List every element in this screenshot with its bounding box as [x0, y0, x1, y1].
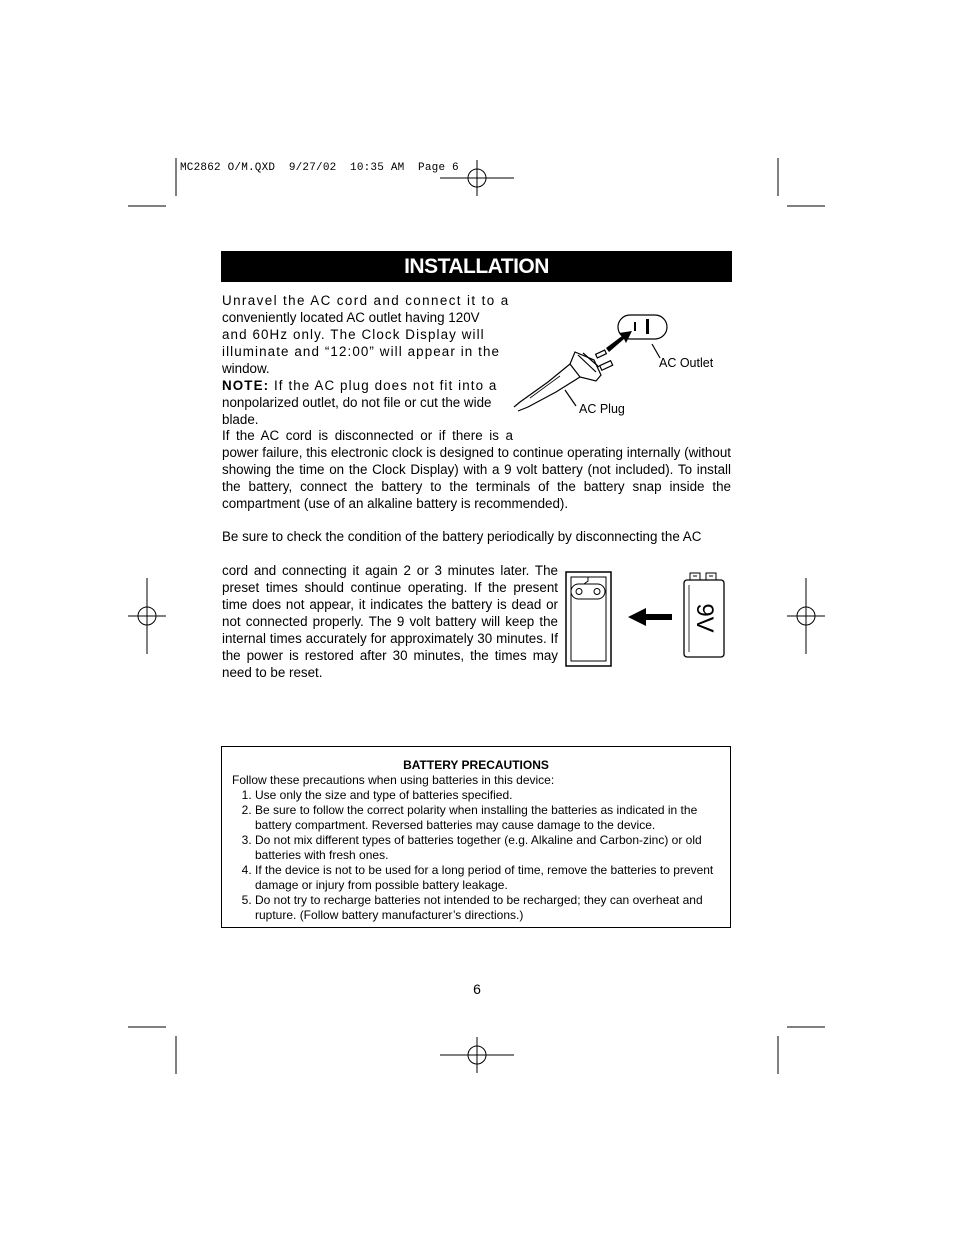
- battery-check-line-1: Be sure to check the condition of the battery periodically by disconnecting the AC: [222, 529, 702, 544]
- intro-line-3: and 60Hz only. The Clock Display will: [222, 327, 485, 342]
- ac-plug-illustration: [514, 315, 667, 411]
- intro-line-4: illuminate and “12:00” will appear in the: [222, 344, 501, 359]
- note-text-1: If the AC plug does not fit into a: [269, 378, 498, 393]
- battery-precautions-box: [221, 746, 731, 928]
- battery-check-paragraph: cord and connecting it again 2 or 3 minutes later. The preset times should continue operating. If the present time does not appear, it indicates the battery is dead or not connected properly. The 9 volt battery will keep the internal times accurately for approximately 30 minutes. If the power is restored after 30 minutes, the times may need to be reset.: [222, 563, 558, 680]
- precautions-title: BATTERY PRECAUTIONS: [403, 758, 549, 772]
- ac-plug-label: AC Plug: [579, 402, 625, 416]
- registration-mark-left: [128, 578, 166, 654]
- print-slug: MC2862 O/M.QXD 9/27/02 10:35 AM Page 6: [180, 162, 459, 174]
- note-line-1: [222, 377, 513, 394]
- intro-paragraph: [222, 292, 513, 428]
- note-line-2: nonpolarized outlet, do not file or cut the wide: [222, 395, 492, 410]
- power-failure-line-1: If the AC cord is disconnected or if there is a: [222, 428, 513, 443]
- note-line-3: blade.: [222, 412, 259, 427]
- intro-line-1: Unravel the AC cord and connect it to a: [222, 293, 510, 308]
- precaution-item: 2. Be sure to follow the correct polarity when installing the batteries as indicated in the battery compartment. Reversed batteries may cause damage to the device.: [255, 803, 722, 833]
- precaution-item: 1. Use only the size and type of batteries specified.: [255, 788, 722, 803]
- precautions-body: [232, 773, 722, 923]
- page-number: 6: [473, 981, 481, 997]
- precautions-list: [232, 788, 722, 923]
- battery-9v-label: 9V: [691, 603, 718, 633]
- precautions-intro: Follow these precautions when using batteries in this device:: [232, 773, 555, 787]
- power-failure-paragraph: [222, 427, 731, 512]
- battery-arrow: [628, 608, 672, 626]
- note-label: NOTE:: [222, 378, 270, 393]
- precaution-item: 3. Do not mix different types of batteries together (e.g. Alkaline and Carbon-zinc) or old batteries with fresh ones.: [255, 833, 722, 863]
- intro-line-2: conveniently located AC outlet having 120V: [222, 310, 480, 325]
- registration-mark-bottom: [440, 1037, 514, 1073]
- precaution-item: 5. Do not try to recharge batteries not intended to be recharged; they can overheat and rupture. (Follow battery manufacturer’s directions.): [255, 893, 722, 923]
- registration-mark-right: [787, 578, 825, 654]
- intro-line-5: window.: [222, 361, 270, 376]
- ac-outlet-label: AC Outlet: [659, 356, 714, 370]
- plug-arrow: [606, 331, 632, 352]
- battery-compartment-graphic: [566, 572, 611, 666]
- power-failure-text: power failure, this electronic clock is designed to continue operating internally (without showing the time on the Clock Display) with a 9 volt battery (not included). To install the battery, connect the battery to the terminals of the battery snap inside the compartment (use of an alkaline battery is recommended).: [222, 445, 731, 511]
- section-title: INSTALLATION: [221, 251, 732, 282]
- precaution-item: 4. If the device is not to be used for a long period of time, remove the batteries to prevent damage or injury from possible battery leakage.: [255, 863, 722, 893]
- leader-ac-plug: [565, 390, 576, 406]
